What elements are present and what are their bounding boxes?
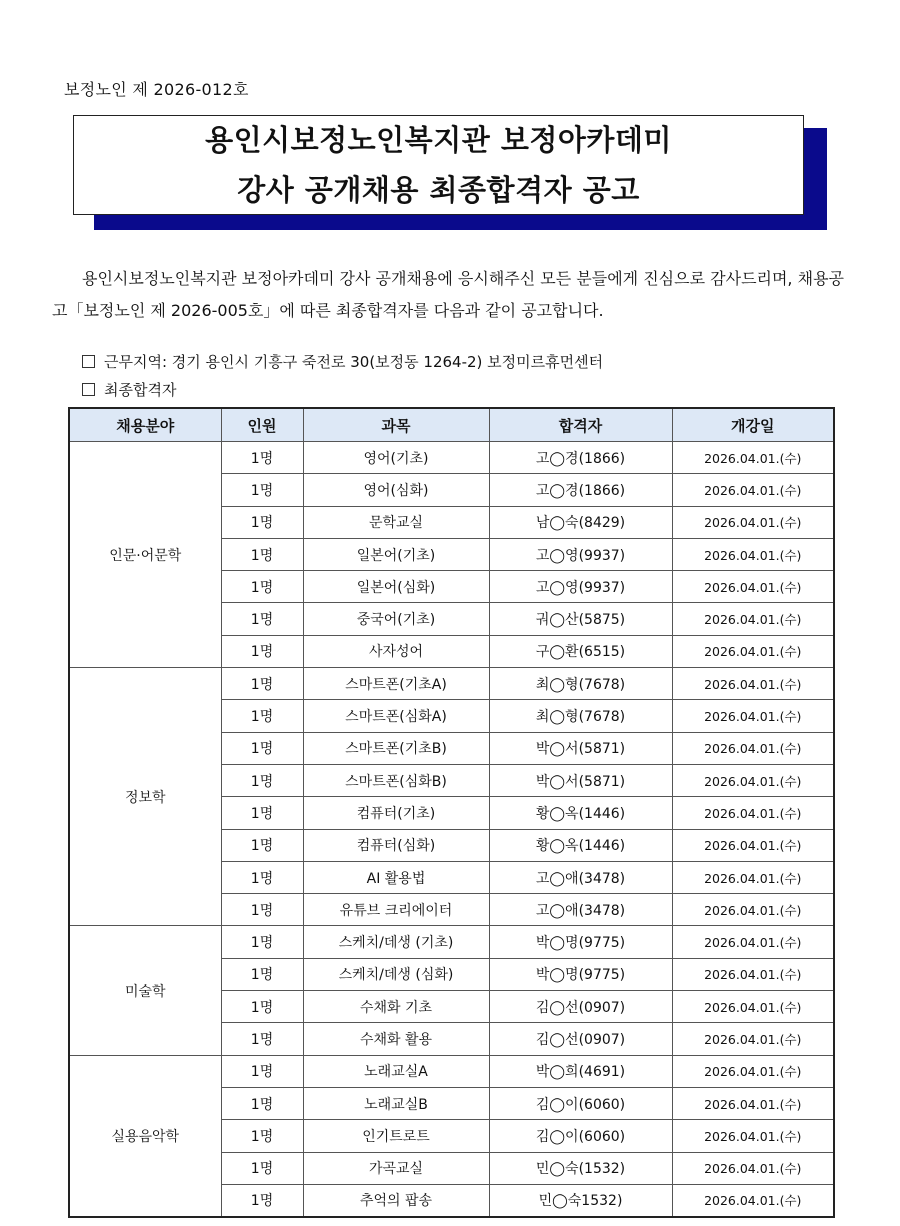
intro-paragraph: 용인시보정노인복지관 보정아카데미 강사 공개채용에 응시해주신 모든 분들에게 진심으로 감사드리며, 채용공고「보정노인 제 2026-005호」에 따른 최종합격자를 다음과 같이 공고합니다. — [52, 269, 844, 320]
subject-cell: AI 활용법 — [303, 861, 489, 893]
field-cell: 인문·어문학 — [69, 442, 221, 668]
date-cell: 2026.04.01.(수) — [672, 538, 834, 570]
winner-cell: 최◯형(7678) — [489, 668, 672, 700]
header-start-date: 개강일 — [672, 408, 834, 442]
date-cell: 2026.04.01.(수) — [672, 506, 834, 538]
header-subject: 과목 — [303, 408, 489, 442]
subject-cell: 중국어(기초) — [303, 603, 489, 635]
header-field: 채용분야 — [69, 408, 221, 442]
table-row — [69, 1055, 834, 1087]
date-cell: 2026.04.01.(수) — [672, 442, 834, 474]
date-cell: 2026.04.01.(수) — [672, 668, 834, 700]
title-line-1: 용인시보정노인복지관 보정아카데미 — [205, 123, 672, 157]
title-banner — [73, 115, 827, 231]
count-cell: 1명 — [221, 1055, 303, 1087]
count-cell: 1명 — [221, 1120, 303, 1152]
date-cell: 2026.04.01.(수) — [672, 861, 834, 893]
subject-cell: 문학교실 — [303, 506, 489, 538]
winner-cell: 김◯선(0907) — [489, 1023, 672, 1055]
date-cell: 2026.04.01.(수) — [672, 732, 834, 764]
winner-cell: 남◯숙(8429) — [489, 506, 672, 538]
date-cell: 2026.04.01.(수) — [672, 571, 834, 603]
count-cell: 1명 — [221, 700, 303, 732]
winner-cell: 박◯서(5871) — [489, 732, 672, 764]
subject-cell: 일본어(기초) — [303, 538, 489, 570]
winner-cell: 박◯명(9775) — [489, 926, 672, 958]
count-cell: 1명 — [221, 603, 303, 635]
table-header-row — [69, 408, 834, 442]
count-cell: 1명 — [221, 958, 303, 990]
subject-cell: 스마트폰(심화B) — [303, 764, 489, 796]
date-cell: 2026.04.01.(수) — [672, 1152, 834, 1184]
table-row — [69, 926, 834, 958]
winner-cell: 고◯애(3478) — [489, 861, 672, 893]
title-line-2: 강사 공개채용 최종합격자 공고 — [237, 173, 640, 207]
subject-cell: 노래교실A — [303, 1055, 489, 1087]
winners-text: 최종합격자 — [104, 381, 177, 399]
table-row — [69, 442, 834, 474]
count-cell: 1명 — [221, 764, 303, 796]
winner-cell: 박◯서(5871) — [489, 764, 672, 796]
count-cell: 1명 — [221, 829, 303, 861]
date-cell: 2026.04.01.(수) — [672, 926, 834, 958]
subject-cell: 영어(심화) — [303, 474, 489, 506]
field-cell: 미술학 — [69, 926, 221, 1055]
count-cell: 1명 — [221, 1023, 303, 1055]
date-cell: 2026.04.01.(수) — [672, 894, 834, 926]
count-cell: 1명 — [221, 894, 303, 926]
count-cell: 1명 — [221, 571, 303, 603]
date-cell: 2026.04.01.(수) — [672, 1023, 834, 1055]
header-winner: 합격자 — [489, 408, 672, 442]
count-cell: 1명 — [221, 861, 303, 893]
field-cell: 실용음악학 — [69, 1055, 221, 1217]
subject-cell: 가곡교실 — [303, 1152, 489, 1184]
winner-cell: 박◯희(4691) — [489, 1055, 672, 1087]
date-cell: 2026.04.01.(수) — [672, 797, 834, 829]
checkbox-square-icon — [82, 383, 95, 396]
count-cell: 1명 — [221, 797, 303, 829]
table-body — [69, 442, 834, 1218]
winner-cell: 고◯경(1866) — [489, 474, 672, 506]
date-cell: 2026.04.01.(수) — [672, 474, 834, 506]
subject-cell: 컴퓨터(심화) — [303, 829, 489, 861]
winners-table — [68, 407, 835, 1218]
winner-cell: 황◯옥(1446) — [489, 829, 672, 861]
date-cell: 2026.04.01.(수) — [672, 700, 834, 732]
winner-cell: 고◯영(9937) — [489, 571, 672, 603]
subject-cell: 스마트폰(기초A) — [303, 668, 489, 700]
subject-cell: 스마트폰(심화A) — [303, 700, 489, 732]
winner-cell: 황◯옥(1446) — [489, 797, 672, 829]
count-cell: 1명 — [221, 538, 303, 570]
count-cell: 1명 — [221, 1184, 303, 1217]
location-text: 근무지역: 경기 용인시 기흥구 죽전로 30(보정동 1264-2) 보정미르휴먼센터 — [104, 353, 604, 371]
subject-cell: 스케치/데생 (심화) — [303, 958, 489, 990]
date-cell: 2026.04.01.(수) — [672, 1120, 834, 1152]
subject-cell: 인기트로트 — [303, 1120, 489, 1152]
count-cell: 1명 — [221, 1087, 303, 1119]
winner-cell: 김◯이(6060) — [489, 1120, 672, 1152]
count-cell: 1명 — [221, 926, 303, 958]
bullet-winners — [82, 379, 176, 400]
subject-cell: 스케치/데생 (기초) — [303, 926, 489, 958]
winner-cell: 최◯형(7678) — [489, 700, 672, 732]
date-cell: 2026.04.01.(수) — [672, 635, 834, 667]
subject-cell: 유튜브 크리에이터 — [303, 894, 489, 926]
header-count: 인원 — [221, 408, 303, 442]
count-cell: 1명 — [221, 732, 303, 764]
bullet-location — [82, 351, 603, 372]
winner-cell: 고◯경(1866) — [489, 442, 672, 474]
checkbox-square-icon — [82, 355, 95, 368]
winner-cell: 고◯애(3478) — [489, 894, 672, 926]
subject-cell: 추억의 팝송 — [303, 1184, 489, 1217]
count-cell: 1명 — [221, 635, 303, 667]
count-cell: 1명 — [221, 474, 303, 506]
subject-cell: 일본어(심화) — [303, 571, 489, 603]
subject-cell: 사자성어 — [303, 635, 489, 667]
document-number: 보정노인 제 2026-012호 — [64, 80, 249, 99]
count-cell: 1명 — [221, 506, 303, 538]
date-cell: 2026.04.01.(수) — [672, 1184, 834, 1217]
subject-cell: 컴퓨터(기초) — [303, 797, 489, 829]
count-cell: 1명 — [221, 1152, 303, 1184]
field-cell: 정보학 — [69, 668, 221, 926]
date-cell: 2026.04.01.(수) — [672, 1087, 834, 1119]
winner-cell: 박◯명(9775) — [489, 958, 672, 990]
winner-cell: 민◯숙(1532) — [489, 1152, 672, 1184]
winner-cell: 김◯선(0907) — [489, 991, 672, 1023]
subject-cell: 영어(기초) — [303, 442, 489, 474]
date-cell: 2026.04.01.(수) — [672, 991, 834, 1023]
count-cell: 1명 — [221, 991, 303, 1023]
date-cell: 2026.04.01.(수) — [672, 603, 834, 635]
subject-cell: 수채화 활용 — [303, 1023, 489, 1055]
winner-cell: 민◯숙1532) — [489, 1184, 672, 1217]
date-cell: 2026.04.01.(수) — [672, 1055, 834, 1087]
winner-cell: 궈◯산(5875) — [489, 603, 672, 635]
table-row — [69, 668, 834, 700]
winner-cell: 고◯영(9937) — [489, 538, 672, 570]
date-cell: 2026.04.01.(수) — [672, 764, 834, 796]
subject-cell: 노래교실B — [303, 1087, 489, 1119]
winner-cell: 구◯환(6515) — [489, 635, 672, 667]
subject-cell: 수채화 기초 — [303, 991, 489, 1023]
date-cell: 2026.04.01.(수) — [672, 829, 834, 861]
count-cell: 1명 — [221, 668, 303, 700]
count-cell: 1명 — [221, 442, 303, 474]
winner-cell: 김◯이(6060) — [489, 1087, 672, 1119]
title-box — [73, 115, 804, 215]
date-cell: 2026.04.01.(수) — [672, 958, 834, 990]
subject-cell: 스마트폰(기초B) — [303, 732, 489, 764]
